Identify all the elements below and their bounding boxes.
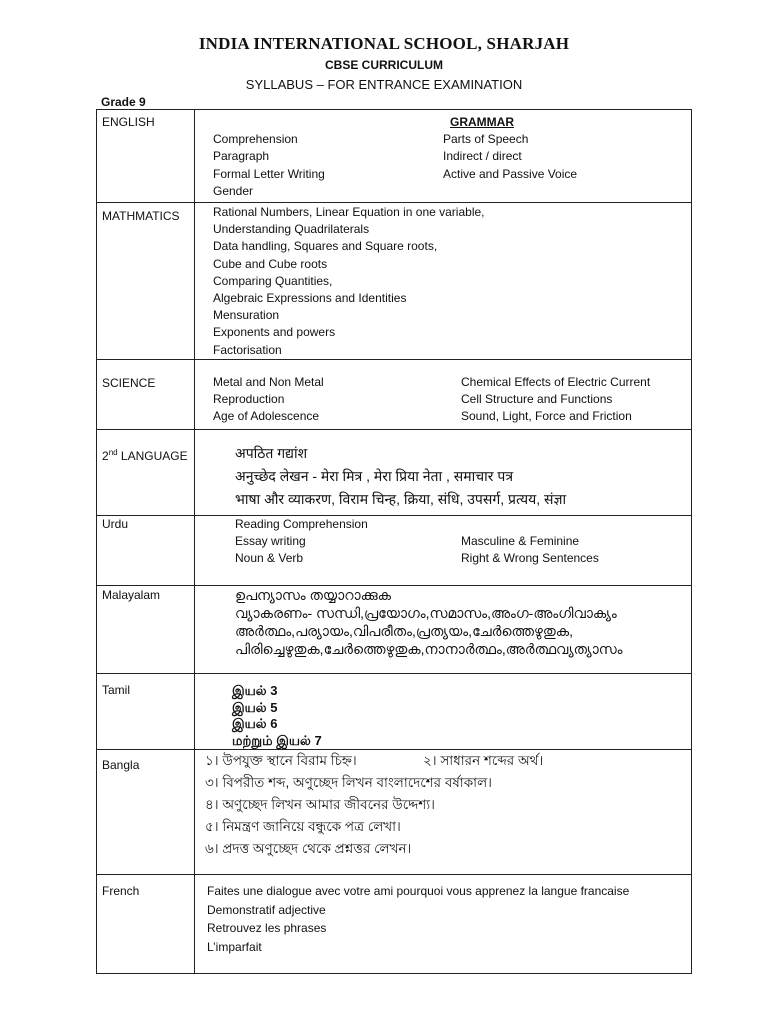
english-content — [195, 110, 692, 203]
list-item: Chemical Effects of Electric Current — [461, 375, 651, 389]
subject-science: SCIENCE — [97, 360, 195, 430]
english-left-col — [213, 131, 443, 200]
table-row-tamil — [97, 674, 692, 750]
list-item: இயல் 3 — [232, 683, 278, 698]
subject-second-language — [97, 430, 195, 516]
list-item: Gender — [213, 183, 254, 198]
list-item: ৩। বিপরীত শব্দ, অণুচ্ছেদ লিখন বাংলাদেশের বর্ষাকাল। — [205, 775, 492, 790]
table-row-science — [97, 360, 692, 430]
list-item: இயல் 5 — [232, 699, 278, 715]
list-item: Parts of Speech — [443, 132, 529, 147]
science-left-col — [213, 374, 461, 426]
grade-label: Grade 9 — [101, 95, 146, 109]
table-row-french — [97, 875, 692, 974]
list-item: ഉപന്യാസം തയ്യാറാക്കുക — [235, 587, 391, 603]
subject-prefix: 2 — [102, 449, 109, 463]
list-item: Formal Letter Writing — [213, 166, 325, 181]
urdu-left-col — [235, 533, 461, 567]
subject-urdu: Urdu — [97, 516, 195, 586]
tamil-content — [195, 674, 692, 750]
bangla-first-line — [205, 750, 691, 772]
list-item: Demonstratif adjective — [207, 902, 326, 917]
table-row-second-language — [97, 430, 692, 516]
hindi-content — [195, 430, 692, 516]
list-item: ৪। অণুচ্ছেদ লিখন আমার জীবনের উদ্দেশ্য। — [205, 797, 435, 812]
list-item: Factorisation — [213, 342, 282, 357]
urdu-columns — [235, 533, 691, 567]
french-content — [195, 875, 692, 974]
list-item: Understanding Quadrilaterals — [213, 222, 370, 237]
list-item: Retrouvez les phrases — [207, 921, 327, 935]
list-item: अनुच्छेद लेखन - मेरा मित्र , मेरा प्रिया नेता , समाचार पत्र — [235, 468, 514, 484]
list-item: Metal and Non Metal — [213, 375, 324, 389]
list-item: अपठित गद्यांश — [235, 445, 308, 461]
english-right-col — [443, 131, 577, 200]
list-item: Exponents and powers — [213, 325, 336, 340]
subject-maths: MATHMATICS — [97, 203, 195, 360]
subject-suffix: LANGUAGE — [117, 449, 188, 463]
list-item: വ്യാകരണം- സന്ധി,പ്രയോഗം,സമാസം,അംഗ-അംഗിവാക്യം — [235, 605, 617, 621]
list-item: അർത്ഥം,പര്യായം,വിപരീതം,പ്രത്യയം,ചേർത്തെഴുതുക, — [235, 623, 574, 639]
list-item: Mensuration — [213, 308, 280, 323]
maths-content — [195, 203, 692, 360]
list-item: Comprehension — [213, 132, 298, 147]
list-item: மற்றும் இயல் 7 — [232, 732, 322, 748]
list-item: भाषा और व्याकरण, विराम चिन्ह, क्रिया, संधि, उपसर्ग, प्रत्यय, संज्ञा — [235, 491, 567, 507]
list-item: ৬। প্রদত্ত অণুচ্ছেদ থেকে প্রশ্নত্তর লেখন। — [205, 841, 412, 856]
science-content — [195, 360, 692, 430]
list-item: Essay writing — [235, 534, 306, 549]
subject-malayalam: Malayalam — [97, 586, 195, 674]
list-item: Comparing Quantities, — [213, 273, 333, 288]
list-item: Faites une dialogue avec votre ami pourquoi vous apprenez la langue francaise — [207, 884, 630, 898]
list-item: L’imparfait — [207, 939, 262, 954]
list-item: Data handling, Squares and Square roots, — [213, 239, 438, 254]
table-row-maths — [97, 203, 692, 360]
bangla-content — [195, 750, 692, 875]
subject-english: ENGLISH — [97, 110, 195, 203]
list-item: இயல் 6 — [232, 716, 278, 731]
table-row-bangla — [97, 750, 692, 875]
urdu-content — [195, 516, 692, 586]
list-item: Age of Adolescence — [213, 409, 320, 424]
english-columns — [213, 131, 691, 200]
table-row-malayalam — [97, 586, 692, 674]
malayalam-content — [195, 586, 692, 674]
list-item: ২। সাধারন শব্দের অর্থ। — [423, 753, 544, 768]
table-row-urdu — [97, 516, 692, 586]
list-item: Cube and Cube roots — [213, 256, 328, 271]
list-item: Sound, Light, Force and Friction — [461, 409, 632, 424]
science-right-col — [461, 374, 650, 426]
list-item: Rational Numbers, Linear Equation in one variable, — [213, 205, 485, 219]
list-item: ৫। নিমন্ত্রণ জানিয়ে বন্ধুকে পত্র লেখা। — [205, 819, 401, 834]
list-item: പിരിച്ചെഴുതുക,ചേർത്തെഴുതുക,നാനാർത്ഥം,അർത്ഥവ്യത്യാസം — [235, 641, 623, 657]
grammar-heading: GRAMMAR — [450, 115, 514, 129]
table-row-english — [97, 110, 692, 203]
list-item: Right & Wrong Sentences — [461, 551, 599, 566]
list-item: Reproduction — [213, 392, 285, 407]
curriculum-heading: CBSE CURRICULUM — [325, 58, 443, 72]
syllabus-table — [96, 109, 692, 974]
list-item: Paragraph — [213, 149, 270, 164]
school-name: INDIA INTERNATIONAL SCHOOL, SHARJAH — [198, 34, 570, 53]
list-item: Cell Structure and Functions — [461, 392, 613, 407]
list-item: Masculine & Feminine — [461, 534, 580, 549]
list-item: ১। উপযুক্ত স্থানে বিরাম চিহ্ন। — [205, 753, 357, 768]
list-item: Noun & Verb — [235, 551, 304, 566]
subject-tamil: Tamil — [97, 674, 195, 750]
urdu-right-col — [461, 533, 599, 567]
subject-bangla: Bangla — [97, 750, 195, 875]
science-columns — [213, 374, 691, 426]
list-item: Algebraic Expressions and Identities — [213, 291, 407, 306]
list-item: Active and Passive Voice — [443, 166, 578, 181]
subject-sup: nd — [108, 448, 118, 457]
list-item: Indirect / direct — [443, 149, 522, 164]
syllabus-heading: SYLLABUS – FOR ENTRANCE EXAMINATION — [245, 77, 523, 92]
list-item: Reading Comprehension — [235, 517, 368, 531]
subject-french: French — [97, 875, 195, 974]
